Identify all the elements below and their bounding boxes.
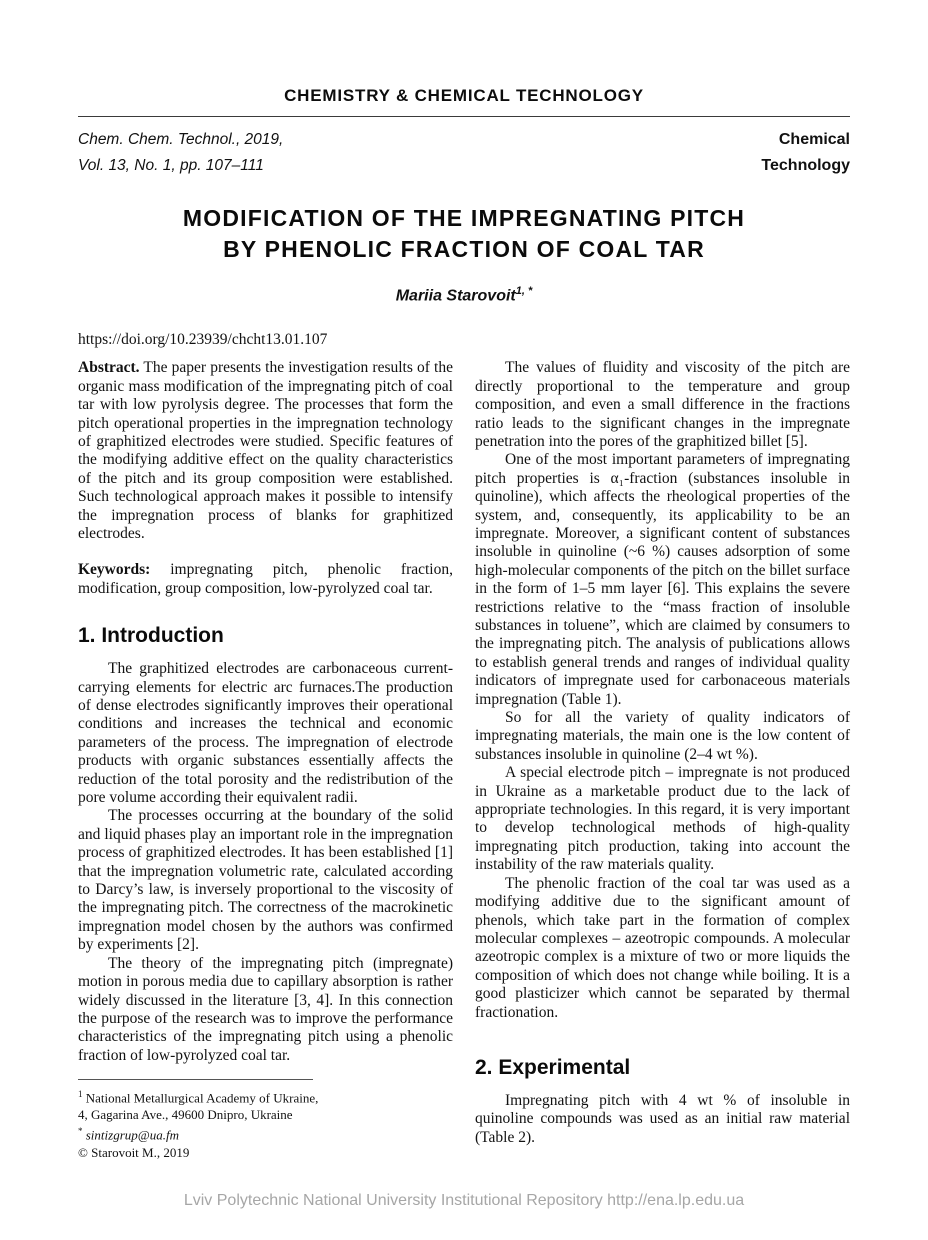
keywords-paragraph [78,561,453,598]
footnote-copyright: © Starovoit M., 2019 [78,1144,190,1160]
experimental-paragraph-1: Impregnating pitch with 4 wt % of insoluble in quinoline compounds was used as an initial raw material (Table 2). [475,1091,850,1146]
author-name: Mariia Starovoit [395,287,516,305]
footnote-affiliation-line-1: $^1$ National Metallurgical Academy of Ukraine, [78,1089,319,1106]
keywords-text: impregnating pitch, phenolic fraction, modification, group composition, low-pyrolyzed coal tar. [78,561,453,597]
footnote-affiliation-line-2: 4, Gagarina Ave., 49600 Dnipro, Ukraine [78,1107,293,1123]
paper-title-line-1: MODIFICATION OF THE IMPREGNATING PITCH [182,205,746,231]
keywords-label: Keywords: [78,561,151,579]
right-paragraph-1: The values of fluidity and viscosity of the pitch are directly proportional to the temperature and group composition, and even a small difference in the fractions ratio leads to the significant changes in the impregnate penetration into the pores of the graphitized billet [5]. [475,359,850,450]
abstract-label: Abstract. [78,359,140,377]
citation-line-1: Chem. Chem. Technol., 2019, [78,131,284,148]
introduction-paragraph-1: The graphitized electrodes are carbonaceous current-carrying elements for electric arc furnaces.The production of dense electrodes significantly improves their operational conditions and increases the technical and economic parameters of the process. The impregnation of electrode products with organic substances essentially affects the reduction of the total porosity and the redistribution of the pore volume according their equivalent radii. [78,660,453,807]
introduction-paragraph-3: The theory of the impregnating pitch (impregnate) motion in porous media due to capillary absorption is rather widely discussed in the literature [3, 4]. In this connection the purpose of the research was to improve the performance characteristics of the impregnating pitch using a phenolic fraction of low-pyrolyzed coal tar. [78,954,453,1064]
right-paragraph-2: One of the most important parameters of impregnating pitch properties is α₁-fraction (substances insoluble in quinoline), which affects the rheological properties of the system, and, consequently, its applicability to be an impregnate. Moreover, a significant content of substances insoluble in quinoline (~6 %) causes adsorption of some high-molecular components of the pitch on the billet surface in the form of 1–5 mm layer [6]. This explains the severe restrictions relative to the “mass fraction of insoluble substances in toluene”, which are claimed by consumers to the impregnating pitch. The analysis of publications allows to establish general trends and ranges of individual quality indicators of impregnate used for carbonaceous materials impregnation (Table 1). [475,451,850,708]
paper-title [78,203,850,265]
author-superscript: 1, * [515,285,533,297]
right-paragraph-4: A special electrode pitch – impregnate is not produced in Ukraine as a marketable product due to the lack of appropriate technologies. In this regard, it is very important to develop technological methods of high-quality impregnating pitch production, taking into account the instability of the raw materials quality. [475,764,850,874]
footnote-rule [78,1079,313,1080]
brand-line-2: Technology [761,157,850,174]
two-column-body [78,331,850,1160]
repository-footer: Lviv Polytechnic National University Institutional Repository http://ena.lp.edu.ua [183,1192,745,1209]
right-paragraph-3: So for all the variety of quality indicators of impregnating materials, the main one is the low content of substances insoluble in quinoline (2–4 wt %). [475,709,850,763]
citation-row [78,127,850,179]
doi-link: https://doi.org/10.23939/chcht13.01.107 [78,331,328,349]
abstract-text: The paper presents the investigation results of the organic mass modification of the impregnating pitch of coal tar with low pyrolysis degree. The processes that form the pitch operational properties in the impregnation technology of graphitized electrodes were studied. Specific features of the modifying additive effect on the quality characteristics of the pitch and its group composition were established. Such technological approach makes it possible to intensify the impregnation process of blanks for graphitized electrodes. [78,359,453,542]
citation-line-2: Vol. 13, No. 1, pp. 107–111 [78,157,264,174]
paper-author [78,285,850,305]
footnote-marker-1: 1 [78,1089,83,1100]
journal-name: CHEMISTRY & CHEMICAL TECHNOLOGY [284,86,644,105]
right-column [475,331,850,1160]
footnote-email-marker: * [78,1126,83,1137]
introduction-paragraph-2: The processes occurring at the boundary of the solid and liquid phases play an important role in the impregnation process of graphitized electrodes. It has been established [1] that the impregnation volumetric rate, calculated according to Darcy’s law, is inversely proportional to the viscosity of the impregnating pitch. The correctness of the macrokinetic impregnation model chosen by the authors was confirmed by experiments [2]. [78,807,453,954]
right-paragraph-5: The phenolic fraction of the coal tar was used as a modifying additive due to the significant amount of phenols, which take part in the formation of complex molecular complexes – azeotropic compounds. A molecular azeotropic complex is a mixture of two or more liquids the composition of which does not change while boiling. It is a good plasticizer which cannot be separated by thermal fractionation. [475,874,850,1021]
abstract-paragraph [78,359,453,543]
footnote-email: sintizgrup@ua.fm [82,1127,179,1143]
footnote-email-line [78,1123,453,1143]
journal-brand [761,127,850,179]
header-rule [78,116,850,117]
section-heading-introduction: 1. Introduction [78,624,224,648]
section-heading-experimental: 2. Experimental [475,1055,631,1079]
footnote-block [78,1079,453,1161]
citation-block [78,127,283,179]
paper-title-line-2: BY PHENOLIC FRACTION OF COAL TAR [223,236,705,262]
left-column [78,331,453,1160]
brand-line-1: Chemical [778,131,850,148]
